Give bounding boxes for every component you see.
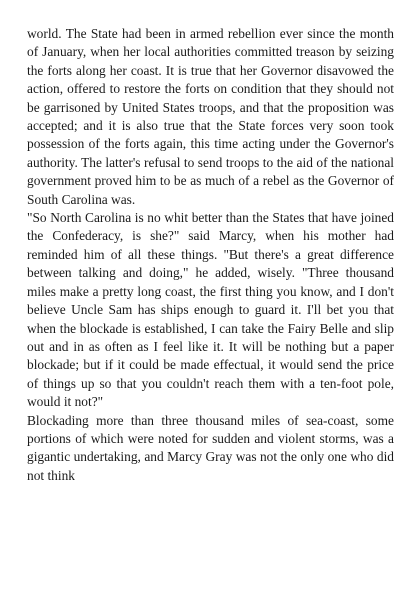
page-body <box>27 25 394 485</box>
paragraph-3: Blockading more than three thousand miles of sea-coast, some portions of which were noted for sudden and violent storms, was a gigantic undertaking, and Marcy Gray was not the only one who did not think <box>27 412 394 483</box>
paragraph-2: "So North Carolina is no whit better than the States that have joined the Confederacy, is she?" said Marcy, when his mother had reminded him of all these things. "But there's a great difference between talking and doing," he added, wisely. "Three thousand miles make a pretty long coast, the first thing you know, and I don't believe Uncle Sam has ships enough to guard it. I'll bet you that when the blockade is established, I can take the Fairy Belle and slip out and in as often as I feel like it. It will be nothing but a paper blockade; but if it could be made effectual, it would send the price of things up so that you couldn't reach them with a ten-foot pole, would it not?" <box>27 210 394 410</box>
paragraph-1: world. The State had been in armed rebellion ever since the month of January, when her local authorities committed treason by seizing the forts along her coast. It is true that her Governor disavowed the action, offered to restore the forts on condition that they should not be garrisoned by United States troops, and that the proposition was accepted; and it is also true that the State forces very soon took possession of the forts again, this time acting under the Governor's authority. The latter's refusal to send troops to the aid of the national government proved him to be as much of a rebel as the Governor of South Carolina was. <box>27 26 394 207</box>
